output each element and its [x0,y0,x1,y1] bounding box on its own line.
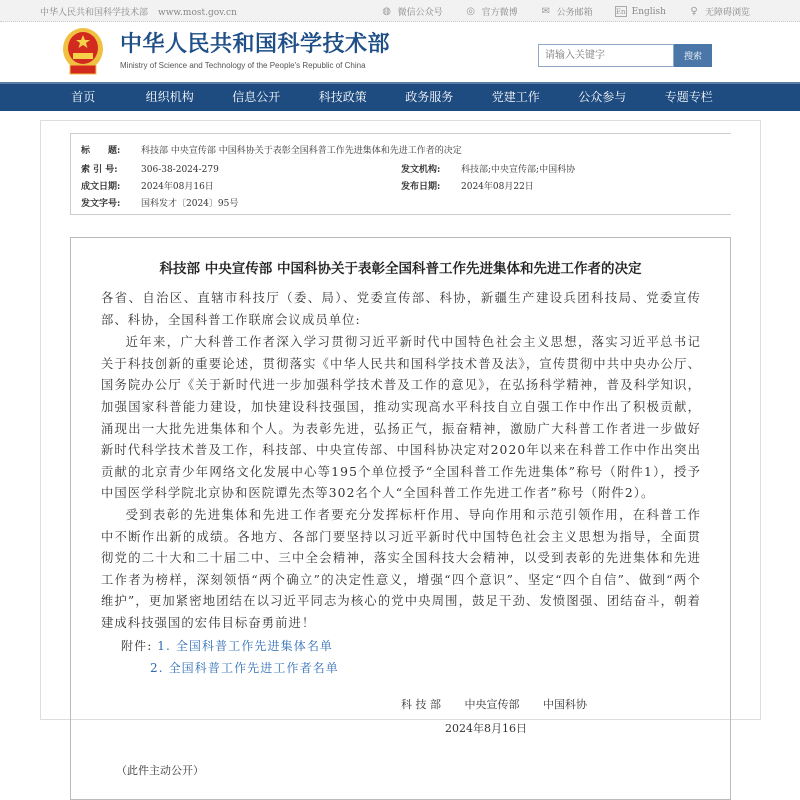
meta-written-label: 成文日期: [81,182,121,192]
mail-icon: ✉ [541,6,550,17]
signing-date: 2024年8月16日 [445,721,527,735]
meta-index: 306-38-2024-279 [141,165,219,175]
weibo-link[interactable] [465,5,518,18]
document-metadata [70,133,731,215]
mail-label: 公务邮箱 [556,8,593,18]
signatory: 中国科协 [543,697,587,711]
english-icon: En [615,8,626,16]
attachment-link-1[interactable]: 1. 全国科普工作先进集体名单 [157,638,334,653]
mail-link[interactable] [540,5,593,18]
header [0,22,800,82]
weibo-icon: ◎ [466,6,475,17]
attachment-link-2[interactable]: 2. 全国科普工作先进工作者名单 [150,660,339,675]
search-input[interactable] [538,44,674,67]
accessibility-link[interactable] [688,5,750,18]
nav-policy[interactable]: 科技政策 [318,90,367,104]
search-bar [538,44,712,67]
wechat-label: 微信公众号 [397,8,443,18]
signatory: 科 技 部 [401,697,441,711]
attachment-label: 附件: [121,638,153,653]
national-emblem-icon [62,27,104,77]
meta-published: 2024年08月22日 [461,182,534,192]
site-title: 中华人民共和国科学技术部 [120,32,391,57]
meta-docno-label: 发文字号: [81,199,121,209]
meta-issuer-label: 发文机构: [401,165,441,175]
meta-title: 科技部 中央宣传部 中国科协关于表彰全国科普工作先进集体和先进工作者的决定 [141,146,462,156]
addressee: 各省、自治区、直辖市科技厅（委、局）、党委宣传部、科协，新疆生产建设兵团科技局、党委宣传部、科协，全国科普工作联席会议成员单位: [101,291,701,327]
meta-written: 2024年08月16日 [141,182,214,192]
accessibility-icon: ♀ [690,6,698,17]
nav-organization[interactable]: 组织机构 [145,90,194,104]
article-body [101,288,701,679]
article [70,237,731,800]
nav-public[interactable]: 公众参与 [578,90,627,104]
meta-published-label: 发布日期: [401,182,441,192]
wechat-link[interactable] [381,5,443,18]
english-link[interactable] [615,5,666,18]
disclosure-note: （此件主动公开） [116,763,204,777]
nav-home[interactable]: 首页 [71,90,96,104]
site-title-en: Ministry of Science and Technology of the People's Republic of China [120,61,366,70]
meta-docno: 国科发才〔2024〕95号 [141,199,239,209]
paragraph: 近年来，广大科普工作者深入学习贯彻习近平新时代中国特色社会主义思想，落实习近平总书记关于科技创新的重要论述，贯彻落实《中华人民共和国科学技术普及法》，宣传贯彻中共中央办公厅、国务院办公厅《关于新时代进一步加强科学技术普及工作的意见》，在弘扬科学精神，普及科学知识，加强国家科普能力建设，加快建设科技强国，推动实现高水平科技自立自强工作中作出了积极贡献，涌现出一大批先进集体和个人。为表彰先进，弘扬正气，振奋精神，激励广大科普工作者进一步做好新时代科学技术普及工作，科技部、中央宣传部、中国科协决定对2020年以来在科普工作中作出突出贡献的北京青少年网络文化发展中心等195个单位授予“全国科普工作先进集体”称号（附件1），授予中国医学科学院北京协和医院谭先杰等302名个人“全国科普工作先进工作者”称号（附件2）。 [101,335,701,501]
attachments [101,635,701,679]
nav-party[interactable]: 党建工作 [491,90,540,104]
nav-topics[interactable]: 专题专栏 [664,90,713,104]
english-label: English [631,6,666,17]
meta-issuer: 科技部;中央宣传部;中国科协 [461,165,576,175]
site-name-small: 中华人民共和国科学技术部 [40,8,149,18]
search-button[interactable]: 搜索 [674,44,712,67]
article-title: 科技部 中央宣传部 中国科协关于表彰全国科普工作先进集体和先进工作者的决定 [159,261,642,277]
nav-info-disclosure[interactable]: 信息公开 [232,90,281,104]
main-nav [0,82,800,111]
meta-index-label: 索 引 号: [81,165,118,175]
paragraph: 受到表彰的先进集体和先进工作者要充分发挥标杆作用、导向作用和示范引领作用，在科普工作中不断作出新的成绩。各地方、各部门要坚持以习近平新时代中国特色社会主义思想为指导，全面贯彻党的二十大和二十届二中、三中全会精神，落实全国科技大会精神，以受到表彰的先进集体和先进工作者为榜样，深刻领悟“两个确立”的决定性意义，增强“四个意识”、坚定“四个自信”、做到“两个维护”，更加紧密地团结在以习近平同志为核心的党中央周围，鼓足干劲、发愤图强、团结奋斗，朝着建成科技强国的宏伟目标奋勇前进！ [101,507,701,630]
signatories [101,697,700,713]
accessibility-label: 无障碍浏览 [704,8,750,18]
weibo-label: 官方微博 [481,8,518,18]
signatory: 中央宣传部 [464,697,520,711]
top-bar [0,0,800,22]
nav-services[interactable]: 政务服务 [405,90,454,104]
meta-title-label: 标 题: [81,146,121,156]
site-url[interactable]: www.most.gov.cn [158,8,237,18]
wechat-icon: ◍ [382,6,391,17]
